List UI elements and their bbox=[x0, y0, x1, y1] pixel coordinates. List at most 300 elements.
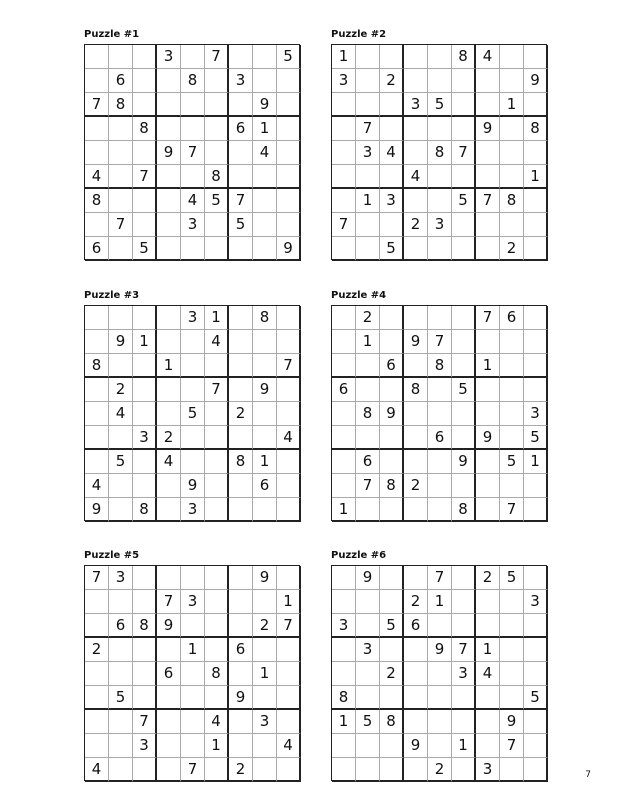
sudoku-cell bbox=[404, 566, 428, 590]
sudoku-cell bbox=[524, 93, 548, 117]
puzzle-title: Puzzle #5 bbox=[84, 550, 140, 561]
sudoku-cell bbox=[452, 590, 476, 614]
sudoku-cell bbox=[85, 450, 109, 474]
sudoku-cell: 6 bbox=[404, 614, 428, 638]
sudoku-cell: 5 bbox=[524, 686, 548, 710]
sudoku-cell bbox=[332, 662, 356, 686]
sudoku-cell bbox=[476, 378, 500, 402]
sudoku-cell: 8 bbox=[181, 69, 205, 93]
sudoku-cell bbox=[524, 213, 548, 237]
sudoku-cell bbox=[380, 758, 404, 782]
sudoku-cell bbox=[205, 498, 229, 522]
sudoku-cell bbox=[229, 662, 253, 686]
sudoku-cell: 5 bbox=[109, 450, 133, 474]
sudoku-cell bbox=[133, 354, 157, 378]
sudoku-cell bbox=[85, 141, 109, 165]
sudoku-cell bbox=[404, 141, 428, 165]
sudoku-cell bbox=[85, 590, 109, 614]
sudoku-cell bbox=[85, 402, 109, 426]
sudoku-cell bbox=[332, 354, 356, 378]
sudoku-cell: 9 bbox=[356, 566, 380, 590]
sudoku-cell bbox=[181, 566, 205, 590]
sudoku-cell: 4 bbox=[205, 710, 229, 734]
sudoku-cell: 5 bbox=[452, 189, 476, 213]
sudoku-cell: 7 bbox=[500, 734, 524, 758]
sudoku-cell: 9 bbox=[500, 710, 524, 734]
sudoku-cell bbox=[157, 378, 181, 402]
sudoku-cell bbox=[229, 378, 253, 402]
sudoku-cell bbox=[181, 426, 205, 450]
sudoku-cell bbox=[277, 474, 301, 498]
sudoku-cell bbox=[524, 378, 548, 402]
sudoku-cell: 1 bbox=[356, 189, 380, 213]
sudoku-cell bbox=[229, 237, 253, 261]
sudoku-cell bbox=[205, 237, 229, 261]
sudoku-cell: 8 bbox=[452, 498, 476, 522]
sudoku-cell bbox=[452, 165, 476, 189]
sudoku-cell bbox=[181, 686, 205, 710]
sudoku-cell bbox=[404, 498, 428, 522]
sudoku-cell bbox=[356, 378, 380, 402]
sudoku-cell bbox=[332, 141, 356, 165]
sudoku-cell: 3 bbox=[133, 426, 157, 450]
puzzle-title: Puzzle #4 bbox=[331, 290, 387, 301]
sudoku-cell bbox=[380, 426, 404, 450]
sudoku-cell bbox=[181, 237, 205, 261]
sudoku-cell: 8 bbox=[452, 45, 476, 69]
sudoku-cell bbox=[428, 165, 452, 189]
sudoku-cell: 3 bbox=[133, 734, 157, 758]
sudoku-cell: 8 bbox=[524, 117, 548, 141]
sudoku-cell bbox=[524, 141, 548, 165]
sudoku-cell bbox=[109, 638, 133, 662]
sudoku-cell bbox=[85, 117, 109, 141]
sudoku-cell bbox=[452, 330, 476, 354]
sudoku-cell: 7 bbox=[85, 566, 109, 590]
sudoku-cell bbox=[157, 330, 181, 354]
sudoku-cell: 3 bbox=[380, 189, 404, 213]
sudoku-cell: 1 bbox=[452, 734, 476, 758]
sudoku-cell: 6 bbox=[380, 354, 404, 378]
sudoku-cell: 2 bbox=[380, 69, 404, 93]
sudoku-cell bbox=[277, 450, 301, 474]
sudoku-cell: 4 bbox=[85, 758, 109, 782]
sudoku-cell bbox=[500, 45, 524, 69]
sudoku-cell bbox=[332, 165, 356, 189]
sudoku-cell bbox=[157, 306, 181, 330]
sudoku-cell bbox=[205, 141, 229, 165]
sudoku-cell bbox=[157, 566, 181, 590]
sudoku-cell bbox=[452, 686, 476, 710]
sudoku-cell bbox=[133, 93, 157, 117]
sudoku-cell: 4 bbox=[109, 402, 133, 426]
sudoku-cell bbox=[277, 566, 301, 590]
sudoku-cell bbox=[205, 638, 229, 662]
sudoku-cell bbox=[229, 330, 253, 354]
sudoku-cell: 2 bbox=[229, 402, 253, 426]
sudoku-cell bbox=[205, 758, 229, 782]
sudoku-cell: 9 bbox=[181, 474, 205, 498]
sudoku-cell bbox=[277, 69, 301, 93]
sudoku-cell: 3 bbox=[181, 590, 205, 614]
sudoku-cell bbox=[157, 474, 181, 498]
sudoku-cell bbox=[229, 141, 253, 165]
sudoku-cell: 1 bbox=[205, 734, 229, 758]
sudoku-cell bbox=[356, 237, 380, 261]
sudoku-cell bbox=[181, 662, 205, 686]
sudoku-cell bbox=[500, 165, 524, 189]
sudoku-cell bbox=[524, 237, 548, 261]
sudoku-cell bbox=[500, 426, 524, 450]
sudoku-cell bbox=[332, 237, 356, 261]
sudoku-cell bbox=[500, 686, 524, 710]
sudoku-cell: 2 bbox=[404, 474, 428, 498]
sudoku-cell bbox=[332, 638, 356, 662]
sudoku-cell: 3 bbox=[181, 498, 205, 522]
sudoku-cell bbox=[157, 686, 181, 710]
sudoku-cell bbox=[229, 498, 253, 522]
sudoku-cell bbox=[181, 165, 205, 189]
sudoku-cell bbox=[205, 69, 229, 93]
sudoku-cell: 6 bbox=[229, 117, 253, 141]
sudoku-cell: 3 bbox=[428, 213, 452, 237]
sudoku-cell: 8 bbox=[205, 662, 229, 686]
sudoku-cell bbox=[85, 213, 109, 237]
sudoku-cell: 5 bbox=[524, 426, 548, 450]
sudoku-cell bbox=[332, 590, 356, 614]
sudoku-cell bbox=[380, 306, 404, 330]
sudoku-cell bbox=[157, 638, 181, 662]
sudoku-cell: 7 bbox=[181, 141, 205, 165]
sudoku-cell bbox=[452, 614, 476, 638]
sudoku-cell: 8 bbox=[229, 450, 253, 474]
sudoku-cell bbox=[181, 710, 205, 734]
sudoku-cell bbox=[476, 69, 500, 93]
sudoku-cell: 1 bbox=[356, 330, 380, 354]
sudoku-cell: 5 bbox=[356, 710, 380, 734]
sudoku-cell: 7 bbox=[452, 141, 476, 165]
sudoku-cell: 4 bbox=[85, 165, 109, 189]
sudoku-cell bbox=[181, 354, 205, 378]
sudoku-cell: 6 bbox=[109, 69, 133, 93]
sudoku-cell bbox=[181, 614, 205, 638]
sudoku-cell bbox=[157, 402, 181, 426]
sudoku-cell: 8 bbox=[133, 614, 157, 638]
sudoku-cell bbox=[356, 165, 380, 189]
sudoku-cell bbox=[356, 590, 380, 614]
sudoku-cell bbox=[404, 710, 428, 734]
sudoku-cell bbox=[476, 237, 500, 261]
sudoku-cell: 1 bbox=[277, 590, 301, 614]
sudoku-cell bbox=[109, 734, 133, 758]
sudoku-cell: 6 bbox=[85, 237, 109, 261]
sudoku-cell bbox=[356, 69, 380, 93]
sudoku-cell: 1 bbox=[500, 93, 524, 117]
sudoku-cell bbox=[133, 686, 157, 710]
sudoku-cell bbox=[157, 758, 181, 782]
sudoku-cell: 7 bbox=[205, 378, 229, 402]
sudoku-cell bbox=[181, 450, 205, 474]
sudoku-cell: 8 bbox=[109, 93, 133, 117]
sudoku-cell bbox=[253, 189, 277, 213]
sudoku-cell bbox=[476, 402, 500, 426]
sudoku-cell: 7 bbox=[205, 45, 229, 69]
sudoku-cell bbox=[85, 614, 109, 638]
sudoku-cell: 3 bbox=[181, 213, 205, 237]
sudoku-cell bbox=[476, 474, 500, 498]
sudoku-cell bbox=[500, 378, 524, 402]
sudoku-cell bbox=[133, 402, 157, 426]
sudoku-cell: 5 bbox=[380, 614, 404, 638]
sudoku-cell: 3 bbox=[332, 614, 356, 638]
sudoku-cell bbox=[85, 734, 109, 758]
sudoku-cell bbox=[277, 306, 301, 330]
sudoku-cell bbox=[157, 69, 181, 93]
sudoku-cell bbox=[277, 638, 301, 662]
sudoku-cell bbox=[452, 710, 476, 734]
sudoku-cell bbox=[229, 590, 253, 614]
sudoku-cell: 6 bbox=[157, 662, 181, 686]
sudoku-cell: 2 bbox=[229, 758, 253, 782]
sudoku-cell bbox=[253, 402, 277, 426]
sudoku-cell bbox=[524, 638, 548, 662]
sudoku-cell bbox=[428, 402, 452, 426]
sudoku-cell: 8 bbox=[428, 354, 452, 378]
sudoku-cell bbox=[277, 378, 301, 402]
sudoku-cell: 9 bbox=[404, 734, 428, 758]
sudoku-cell bbox=[332, 402, 356, 426]
sudoku-cell: 7 bbox=[428, 330, 452, 354]
sudoku-cell: 3 bbox=[356, 141, 380, 165]
sudoku-cell: 9 bbox=[253, 93, 277, 117]
sudoku-cell bbox=[332, 426, 356, 450]
sudoku-cell bbox=[524, 710, 548, 734]
sudoku-cell: 1 bbox=[332, 498, 356, 522]
sudoku-cell bbox=[332, 306, 356, 330]
sudoku-cell: 6 bbox=[500, 306, 524, 330]
sudoku-cell: 5 bbox=[133, 237, 157, 261]
sudoku-cell bbox=[253, 686, 277, 710]
sudoku-cell bbox=[109, 306, 133, 330]
sudoku-cell bbox=[205, 117, 229, 141]
sudoku-cell bbox=[428, 237, 452, 261]
sudoku-cell bbox=[109, 189, 133, 213]
sudoku-cell bbox=[356, 734, 380, 758]
sudoku-cell: 9 bbox=[476, 426, 500, 450]
sudoku-cell bbox=[157, 237, 181, 261]
sudoku-cell bbox=[109, 45, 133, 69]
sudoku-cell bbox=[109, 117, 133, 141]
sudoku-cell bbox=[253, 165, 277, 189]
page-number: 7 bbox=[585, 770, 591, 780]
sudoku-cell: 2 bbox=[476, 566, 500, 590]
sudoku-cell: 8 bbox=[380, 710, 404, 734]
sudoku-cell bbox=[133, 378, 157, 402]
sudoku-cell bbox=[157, 117, 181, 141]
sudoku-cell bbox=[524, 45, 548, 69]
sudoku-cell: 4 bbox=[404, 165, 428, 189]
sudoku-cell: 8 bbox=[133, 117, 157, 141]
sudoku-cell bbox=[356, 614, 380, 638]
sudoku-cell bbox=[476, 93, 500, 117]
sudoku-cell bbox=[253, 590, 277, 614]
sudoku-cell bbox=[109, 758, 133, 782]
sudoku-cell bbox=[452, 306, 476, 330]
sudoku-cell bbox=[109, 590, 133, 614]
sudoku-cell bbox=[500, 402, 524, 426]
sudoku-cell bbox=[85, 686, 109, 710]
sudoku-cell bbox=[133, 566, 157, 590]
sudoku-cell bbox=[452, 402, 476, 426]
sudoku-cell bbox=[253, 45, 277, 69]
sudoku-cell bbox=[157, 710, 181, 734]
sudoku-cell: 7 bbox=[85, 93, 109, 117]
sudoku-cell bbox=[253, 354, 277, 378]
sudoku-grid bbox=[331, 565, 547, 781]
sudoku-cell bbox=[380, 734, 404, 758]
sudoku-cell: 5 bbox=[428, 93, 452, 117]
sudoku-cell: 8 bbox=[356, 402, 380, 426]
sudoku-cell bbox=[205, 450, 229, 474]
sudoku-cell: 9 bbox=[452, 450, 476, 474]
sudoku-cell bbox=[380, 45, 404, 69]
sudoku-cell bbox=[181, 117, 205, 141]
sudoku-cell: 9 bbox=[524, 69, 548, 93]
sudoku-cell: 7 bbox=[428, 566, 452, 590]
sudoku-cell: 9 bbox=[404, 330, 428, 354]
sudoku-cell: 8 bbox=[380, 474, 404, 498]
sudoku-cell bbox=[524, 758, 548, 782]
sudoku-cell: 4 bbox=[277, 426, 301, 450]
sudoku-cell bbox=[476, 734, 500, 758]
sudoku-cell: 7 bbox=[133, 710, 157, 734]
sudoku-cell bbox=[85, 45, 109, 69]
sudoku-cell: 1 bbox=[524, 165, 548, 189]
sudoku-cell bbox=[253, 638, 277, 662]
sudoku-cell bbox=[332, 450, 356, 474]
sudoku-cell bbox=[253, 213, 277, 237]
sudoku-cell bbox=[277, 402, 301, 426]
sudoku-cell bbox=[277, 498, 301, 522]
sudoku-cell bbox=[380, 165, 404, 189]
sudoku-cell bbox=[133, 758, 157, 782]
sudoku-cell: 7 bbox=[277, 614, 301, 638]
sudoku-cell bbox=[181, 734, 205, 758]
sudoku-cell bbox=[500, 69, 524, 93]
sudoku-cell bbox=[404, 638, 428, 662]
sudoku-cell bbox=[332, 474, 356, 498]
sudoku-cell: 8 bbox=[85, 354, 109, 378]
sudoku-cell: 1 bbox=[253, 117, 277, 141]
sudoku-cell bbox=[229, 93, 253, 117]
sudoku-cell bbox=[277, 662, 301, 686]
sudoku-cell bbox=[404, 306, 428, 330]
sudoku-cell bbox=[205, 474, 229, 498]
sudoku-cell bbox=[500, 638, 524, 662]
sudoku-cell bbox=[380, 213, 404, 237]
sudoku-cell bbox=[157, 93, 181, 117]
sudoku-cell: 1 bbox=[428, 590, 452, 614]
sudoku-cell bbox=[229, 354, 253, 378]
sudoku-cell bbox=[253, 426, 277, 450]
sudoku-cell bbox=[133, 45, 157, 69]
sudoku-grid bbox=[331, 305, 547, 521]
sudoku-cell: 6 bbox=[253, 474, 277, 498]
sudoku-cell bbox=[476, 141, 500, 165]
sudoku-grid bbox=[84, 44, 300, 260]
sudoku-cell bbox=[253, 237, 277, 261]
sudoku-cell bbox=[476, 590, 500, 614]
sudoku-cell bbox=[85, 330, 109, 354]
sudoku-cell bbox=[109, 426, 133, 450]
sudoku-cell bbox=[157, 213, 181, 237]
sudoku-cell bbox=[356, 686, 380, 710]
sudoku-cell bbox=[85, 378, 109, 402]
sudoku-cell bbox=[277, 686, 301, 710]
sudoku-cell bbox=[253, 69, 277, 93]
sudoku-cell bbox=[205, 426, 229, 450]
sudoku-cell: 5 bbox=[205, 189, 229, 213]
sudoku-cell: 9 bbox=[229, 686, 253, 710]
sudoku-cell bbox=[452, 213, 476, 237]
sudoku-cell bbox=[356, 93, 380, 117]
sudoku-cell bbox=[428, 306, 452, 330]
sudoku-cell: 2 bbox=[428, 758, 452, 782]
sudoku-cell: 1 bbox=[157, 354, 181, 378]
sudoku-cell: 6 bbox=[356, 450, 380, 474]
sudoku-cell: 4 bbox=[476, 45, 500, 69]
sudoku-cell: 7 bbox=[476, 189, 500, 213]
sudoku-cell bbox=[428, 189, 452, 213]
sudoku-cell bbox=[253, 498, 277, 522]
sudoku-cell: 2 bbox=[85, 638, 109, 662]
sudoku-cell bbox=[205, 213, 229, 237]
sudoku-cell bbox=[380, 638, 404, 662]
sudoku-cell bbox=[404, 402, 428, 426]
sudoku-cell bbox=[229, 426, 253, 450]
sudoku-cell bbox=[428, 662, 452, 686]
sudoku-cell: 7 bbox=[500, 498, 524, 522]
sudoku-cell bbox=[109, 498, 133, 522]
sudoku-cell bbox=[428, 378, 452, 402]
puzzle-title: Puzzle #2 bbox=[331, 29, 387, 40]
sudoku-cell bbox=[356, 498, 380, 522]
sudoku-cell bbox=[452, 426, 476, 450]
sudoku-cell bbox=[380, 330, 404, 354]
sudoku-cell bbox=[85, 426, 109, 450]
sudoku-cell bbox=[205, 686, 229, 710]
sudoku-cell bbox=[356, 758, 380, 782]
sudoku-cell bbox=[476, 165, 500, 189]
sudoku-cell: 2 bbox=[356, 306, 380, 330]
sudoku-cell bbox=[404, 662, 428, 686]
sudoku-cell bbox=[277, 117, 301, 141]
sudoku-cell bbox=[133, 590, 157, 614]
sudoku-cell: 2 bbox=[157, 426, 181, 450]
sudoku-cell: 2 bbox=[500, 237, 524, 261]
sudoku-cell: 8 bbox=[133, 498, 157, 522]
sudoku-cell: 1 bbox=[524, 450, 548, 474]
sudoku-cell: 4 bbox=[205, 330, 229, 354]
sudoku-cell: 1 bbox=[205, 306, 229, 330]
sudoku-cell: 8 bbox=[253, 306, 277, 330]
sudoku-cell bbox=[332, 758, 356, 782]
sudoku-cell bbox=[452, 117, 476, 141]
sudoku-cell: 3 bbox=[332, 69, 356, 93]
sudoku-cell: 5 bbox=[229, 213, 253, 237]
sudoku-cell bbox=[500, 330, 524, 354]
sudoku-cell bbox=[253, 330, 277, 354]
